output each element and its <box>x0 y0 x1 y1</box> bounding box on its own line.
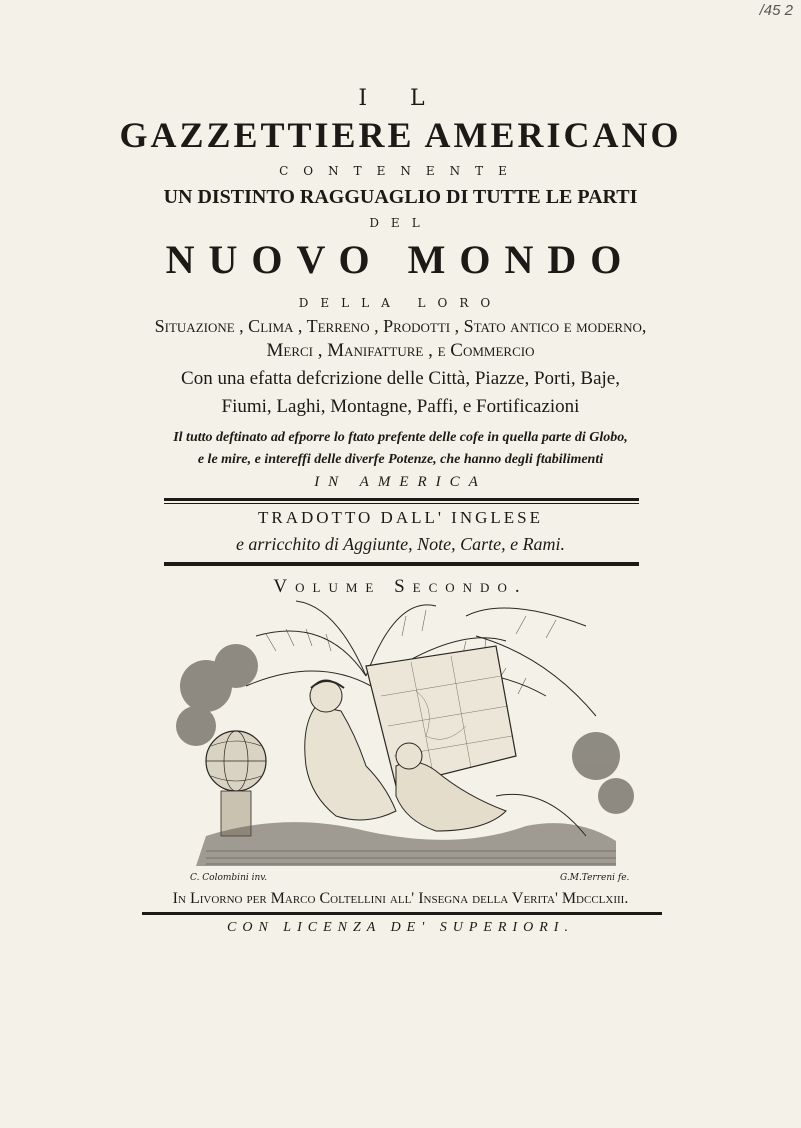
imprint-line: In Livorno per Marco Coltellini all' Insegna della Verita' Mdcclxiii. <box>172 890 629 907</box>
in-america-line: IN AMERICA <box>314 474 487 490</box>
main-title: GAZZETTIERE AMERICANO <box>119 115 682 155</box>
tradotto-line: TRADOTTO DALL' INGLESE <box>258 508 543 527</box>
subtitle: UN DISTINTO RAGGUAGLIO DI TUTTE LE PARTI <box>163 186 638 208</box>
contenente-line: CONTENENTE <box>279 164 522 178</box>
allegorical-engraving <box>166 596 636 886</box>
nuovo-mondo-title: NUOVO MONDO <box>165 237 636 282</box>
divider-rule <box>164 498 639 504</box>
engraver-signature-left: C. Colombini inv. <box>190 873 268 883</box>
arricchito-line: e arricchito di Aggiunte, Note, Carte, e Rami. <box>235 534 566 554</box>
shelfmark: /45 2 <box>759 2 793 19</box>
article-il: I L <box>358 86 443 111</box>
divider-rule <box>164 560 639 566</box>
topics-line-1: Situazione , Clima , Terreno , Prodotti , Stato antico e moderno, <box>154 316 647 336</box>
description-line-2: Fiumi, Laghi, Montagne, Paffi, e Fortificazioni <box>221 396 580 417</box>
topics-line-2: Merci , Manifatture , e Commercio <box>266 340 535 361</box>
italic-line-1: Il tutto deftinato ad efporre lo ftato prefente delle cofe in quella parte di Globo, <box>173 430 628 445</box>
della-loro-line: DELLA LORO <box>298 296 503 310</box>
description-line-1: Con una efatta defcrizione delle Città, Piazze, Porti, Baje, <box>181 368 620 389</box>
engraver-signature-right: G.M.Terreni fe. <box>560 873 630 883</box>
del-line: DEL <box>369 216 432 230</box>
license-line: CON LICENZA DE' SUPERIORI. <box>227 920 574 935</box>
volume-line: Volume Secondo. <box>273 576 528 597</box>
italic-line-2: e le mire, e intereffi delle diverfe Potenze, che hanno degli ftabilimenti <box>197 452 604 467</box>
imprint-rule <box>142 912 662 915</box>
